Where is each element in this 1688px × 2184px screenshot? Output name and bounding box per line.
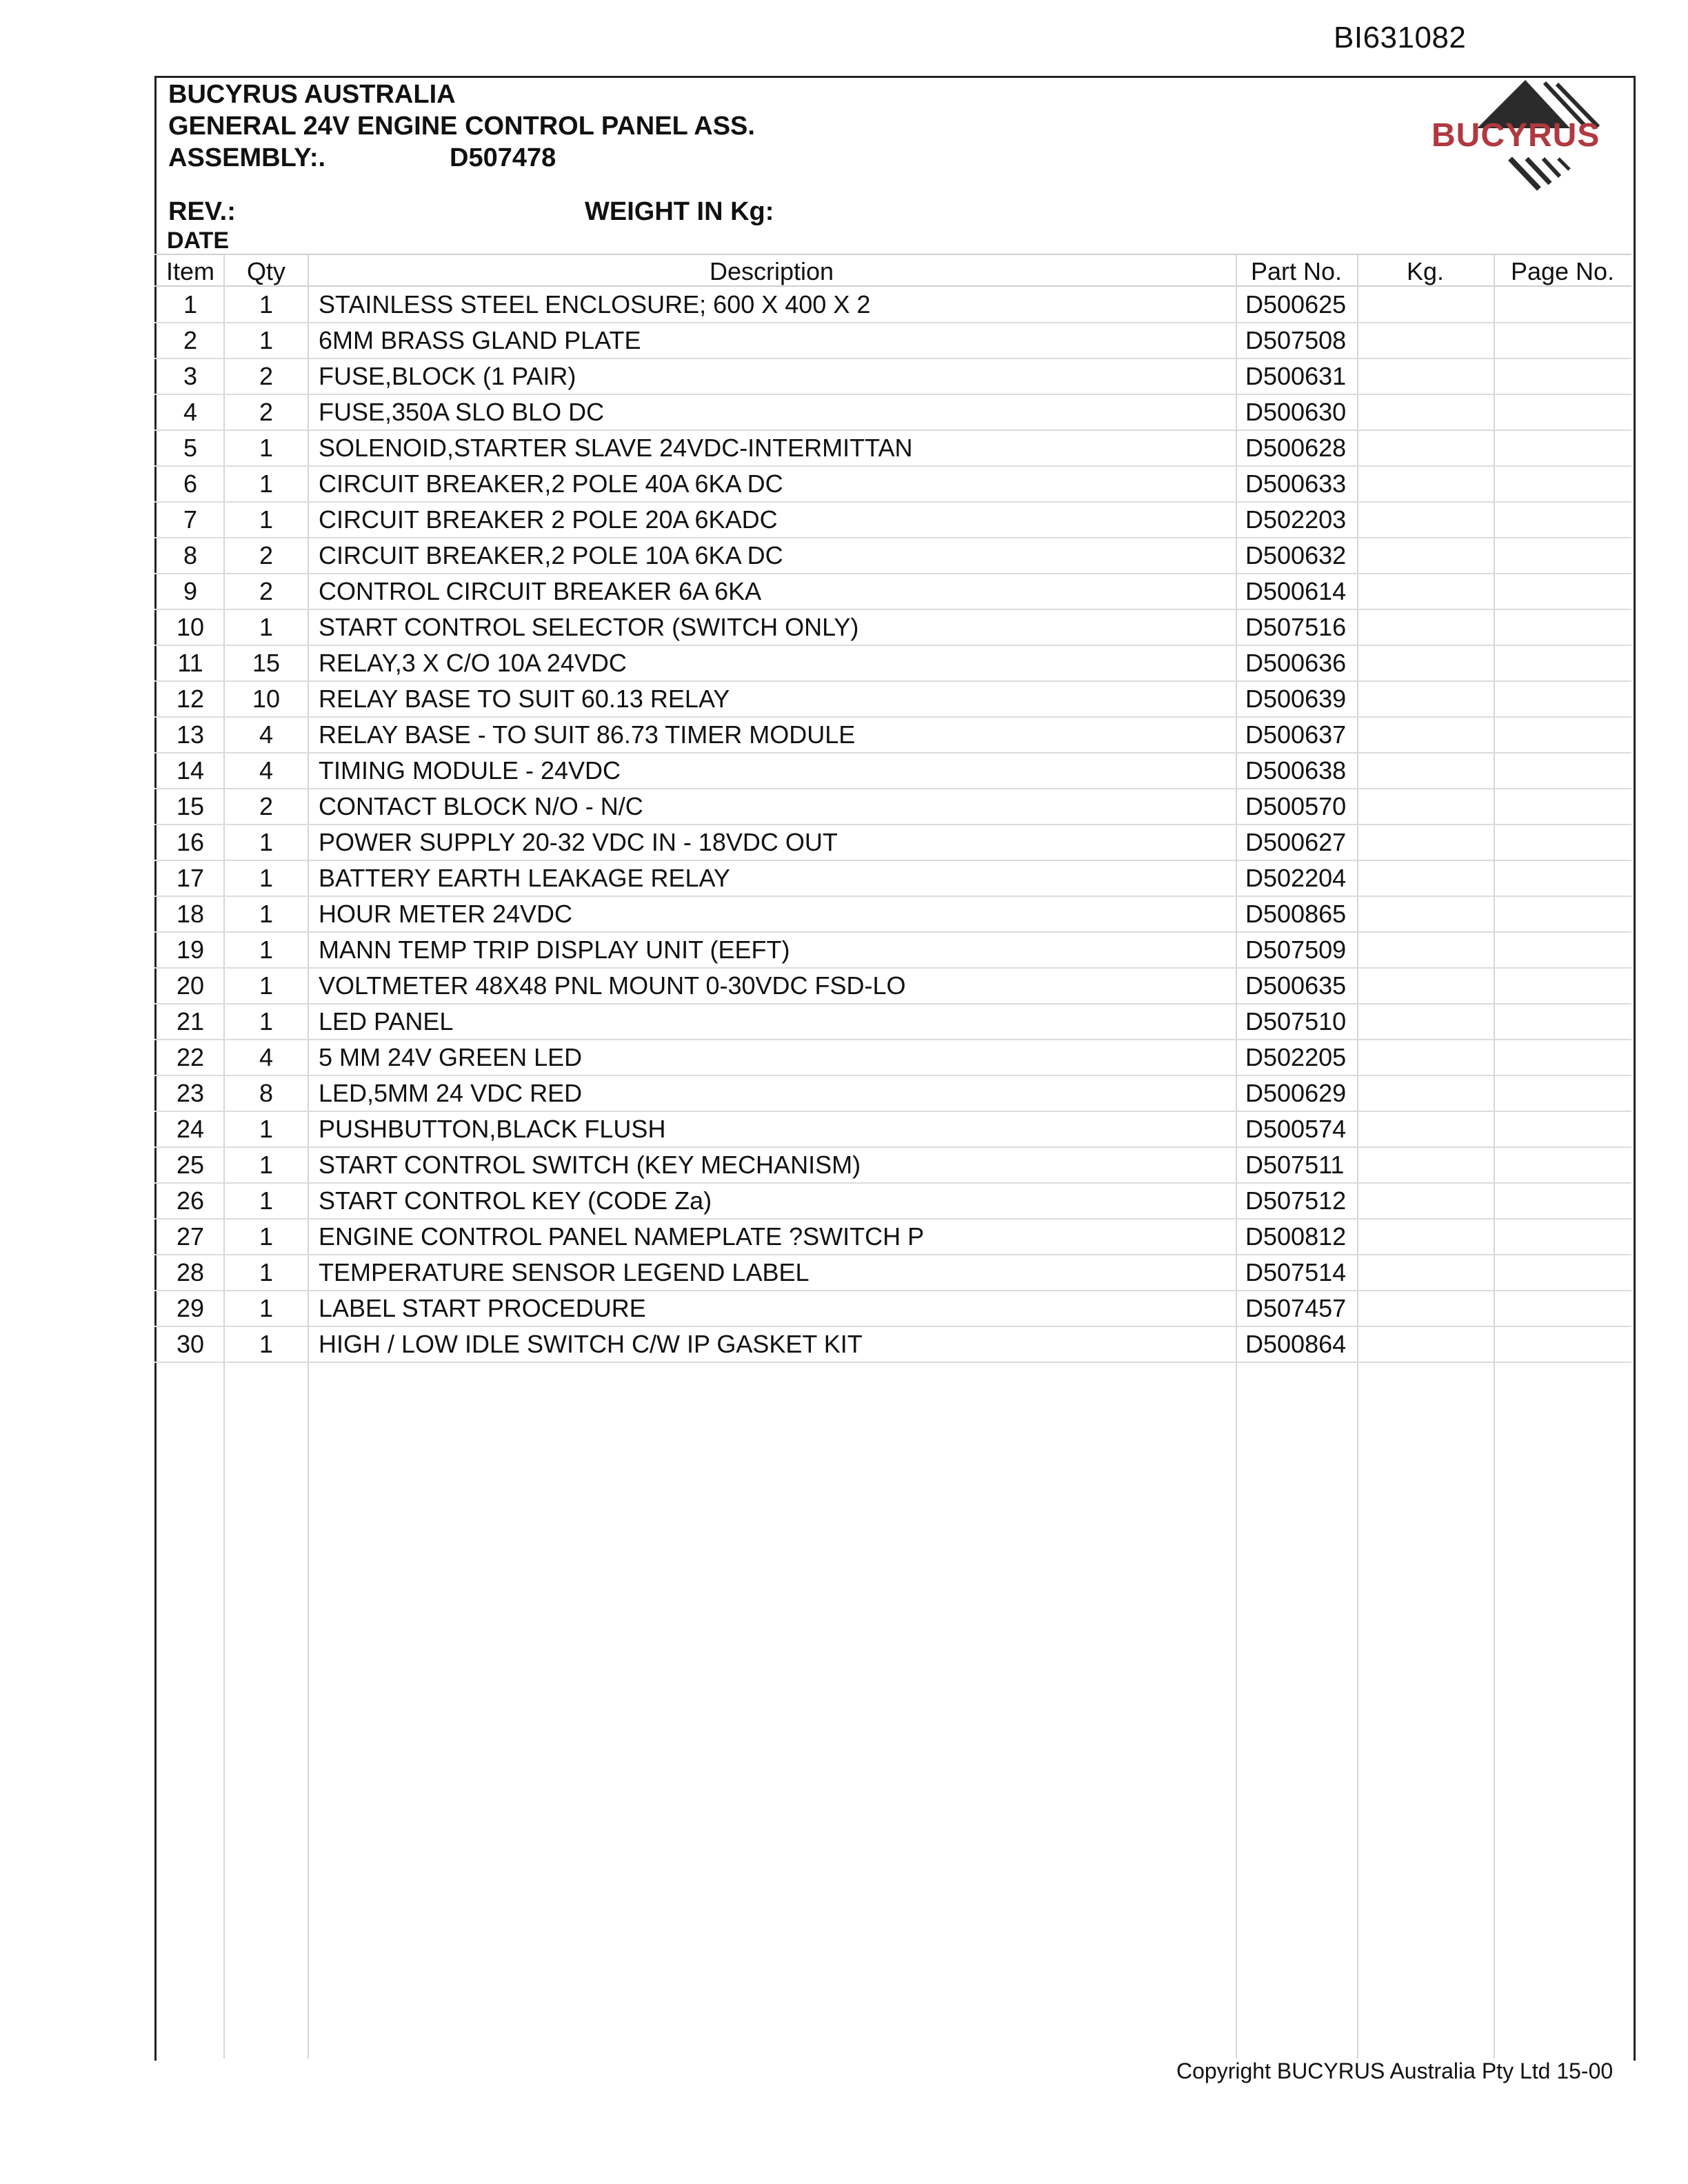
table-cell-qty: 1 (259, 1294, 274, 1322)
table-cell-qty: 2 (259, 362, 274, 390)
table-cell-part-no: D507511 (1245, 1151, 1345, 1179)
table-cell-item: 25 (176, 1151, 205, 1179)
table-cell-description: RELAY BASE TO SUIT 60.13 RELAY (319, 685, 730, 713)
table-cell-description: MANN TEMP TRIP DISPLAY UNIT (EEFT) (319, 936, 790, 964)
table-cell-description: BATTERY EARTH LEAKAGE RELAY (319, 864, 730, 892)
table-cell-description: START CONTROL KEY (CODE Za) (319, 1186, 712, 1215)
table-cell-part-no: D500812 (1245, 1222, 1347, 1251)
table-cell-description: CIRCUIT BREAKER 2 POLE 20A 6KADC (319, 505, 778, 534)
table-cell-part-no: D500639 (1245, 685, 1347, 713)
bucyrus-logo (1429, 74, 1629, 199)
table-cell-item: 3 (183, 362, 198, 390)
table-cell-part-no: D507514 (1245, 1258, 1347, 1286)
table-cell-part-no: D500864 (1245, 1330, 1347, 1358)
table-cell-item: 8 (183, 541, 198, 569)
table-cell-part-no: D500614 (1245, 577, 1347, 605)
table-cell-part-no: D500630 (1245, 398, 1347, 426)
table-cell-part-no: D507508 (1245, 326, 1347, 354)
table-cell-description: CONTROL CIRCUIT BREAKER 6A 6KA (319, 577, 762, 605)
table-cell-item: 27 (176, 1222, 205, 1251)
table-cell-description: CONTACT BLOCK N/O - N/C (319, 792, 643, 820)
table-cell-part-no: D500629 (1245, 1079, 1347, 1107)
copyright-footer: Copyright BUCYRUS Australia Pty Ltd 15-00 (1176, 2059, 1614, 2083)
table-cell-description: PUSHBUTTON,BLACK FLUSH (319, 1115, 666, 1143)
table-cell-item: 17 (176, 864, 205, 892)
assembly-number: D507478 (450, 143, 556, 172)
table-cell-item: 29 (176, 1294, 205, 1322)
table-cell-description: RELAY BASE - TO SUIT 86.73 TIMER MODULE (319, 720, 856, 749)
table-cell-item: 2 (183, 326, 198, 354)
table-cell-description: TEMPERATURE SENSOR LEGEND LABEL (319, 1258, 810, 1286)
table-cell-description: LED PANEL (319, 1007, 454, 1035)
table-cell-qty: 4 (259, 1043, 274, 1071)
table-cell-part-no: D500865 (1245, 900, 1347, 928)
table-cell-qty: 1 (259, 1222, 274, 1251)
table-cell-description: HOUR METER 24VDC (319, 900, 573, 928)
table-cell-item: 19 (176, 936, 205, 964)
table-cell-qty: 1 (259, 1007, 274, 1035)
table-cell-description: START CONTROL SELECTOR (SWITCH ONLY) (319, 613, 859, 641)
logo-text: BUCYRUS (1431, 117, 1600, 154)
table-cell-description: LABEL START PROCEDURE (319, 1294, 646, 1322)
table-cell-qty: 1 (259, 469, 274, 498)
table-cell-qty: 8 (259, 1079, 274, 1107)
table-cell-part-no: D500570 (1245, 792, 1347, 820)
table-cell-qty: 1 (259, 434, 274, 462)
table-cell-part-no: D500636 (1245, 649, 1347, 677)
table-cell-part-no: D502204 (1245, 864, 1347, 892)
col-divider-kg (1494, 255, 1495, 2059)
table-cell-item: 14 (176, 756, 205, 785)
table-cell-part-no: D507516 (1245, 613, 1347, 641)
table-cell-item: 12 (176, 685, 205, 713)
table-cell-item: 24 (176, 1115, 205, 1143)
table-cell-qty: 10 (252, 685, 281, 713)
table-cell-part-no: D500637 (1245, 720, 1347, 749)
table-cell-description: RELAY,3 X C/O 10A 24VDC (319, 649, 627, 677)
company-name: BUCYRUS AUSTRALIA (168, 80, 456, 109)
table-cell-item: 4 (183, 398, 198, 426)
table-cell-description: 6MM BRASS GLAND PLATE (319, 326, 641, 354)
table-cell-part-no: D502205 (1245, 1043, 1347, 1071)
assembly-title: GENERAL 24V ENGINE CONTROL PANEL ASS. (168, 112, 755, 141)
rev-label: REV.: (168, 197, 236, 226)
table-cell-part-no: D500625 (1245, 290, 1347, 318)
table-row-line (154, 1362, 1631, 1363)
header-separator (154, 254, 1631, 255)
table-cell-part-no: D507512 (1245, 1186, 1347, 1215)
table-cell-qty: 15 (252, 649, 281, 677)
table-cell-qty: 1 (259, 1330, 274, 1358)
table-cell-qty: 1 (259, 828, 274, 856)
table-cell-item: 7 (183, 505, 198, 534)
table-cell-description: ENGINE CONTROL PANEL NAMEPLATE ?SWITCH P (319, 1222, 925, 1251)
col-divider-desc (1236, 255, 1237, 2059)
table-cell-qty: 1 (259, 613, 274, 641)
table-cell-qty: 1 (259, 1258, 274, 1286)
col-divider-part (1357, 255, 1358, 2059)
table-cell-item: 15 (176, 792, 205, 820)
table-cell-item: 10 (176, 613, 205, 641)
table-cell-part-no: D502203 (1245, 505, 1347, 534)
table-cell-qty: 2 (259, 792, 274, 820)
table-cell-part-no: D500631 (1245, 362, 1347, 390)
table-cell-description: 5 MM 24V GREEN LED (319, 1043, 583, 1071)
table-cell-qty: 2 (259, 398, 274, 426)
table-cell-qty: 1 (259, 864, 274, 892)
weight-label: WEIGHT IN Kg: (585, 197, 774, 226)
table-cell-item: 16 (176, 828, 205, 856)
column-header-part-no: Part No. (1250, 257, 1343, 285)
table-cell-description: LED,5MM 24 VDC RED (319, 1079, 583, 1107)
column-header-item: Item (165, 257, 214, 285)
table-cell-description: POWER SUPPLY 20-32 VDC IN - 18VDC OUT (319, 828, 838, 856)
table-cell-qty: 2 (259, 541, 274, 569)
table-cell-item: 22 (176, 1043, 205, 1071)
table-cell-description: STAINLESS STEEL ENCLOSURE; 600 X 400 X 2 (319, 290, 871, 318)
table-cell-part-no: D500574 (1245, 1115, 1347, 1143)
assembly-label: ASSEMBLY:. (168, 143, 326, 172)
date-label: DATE (167, 228, 230, 254)
table-cell-item: 26 (176, 1186, 205, 1215)
table-cell-item: 13 (176, 720, 205, 749)
table-cell-description: CIRCUIT BREAKER,2 POLE 10A 6KA DC (319, 541, 783, 569)
table-cell-part-no: D507509 (1245, 936, 1347, 964)
table-cell-part-no: D500628 (1245, 434, 1347, 462)
table-cell-description: START CONTROL SWITCH (KEY MECHANISM) (319, 1151, 861, 1179)
table-cell-item: 23 (176, 1079, 205, 1107)
table-cell-qty: 4 (259, 756, 274, 785)
table-cell-description: FUSE,BLOCK (1 PAIR) (319, 362, 576, 390)
table-cell-description: TIMING MODULE - 24VDC (319, 756, 621, 785)
table-cell-item: 5 (183, 434, 198, 462)
table-cell-item: 9 (183, 577, 198, 605)
table-cell-part-no: D500627 (1245, 828, 1347, 856)
table-cell-qty: 1 (259, 936, 274, 964)
table-cell-part-no: D507510 (1245, 1007, 1347, 1035)
table-cell-part-no: D500632 (1245, 541, 1347, 569)
table-cell-description: HIGH / LOW IDLE SWITCH C/W IP GASKET KIT (319, 1330, 863, 1358)
table-cell-item: 28 (176, 1258, 205, 1286)
table-cell-part-no: D507457 (1245, 1294, 1347, 1322)
document-number: BI631082 (1334, 21, 1467, 54)
column-header-description: Description (709, 257, 834, 285)
column-header-qty: Qty (246, 257, 285, 285)
table-cell-item: 20 (176, 971, 205, 1000)
table-cell-item: 18 (176, 900, 205, 928)
table-cell-part-no: D500638 (1245, 756, 1347, 785)
table-cell-qty: 1 (259, 290, 274, 318)
table-cell-qty: 1 (259, 326, 274, 354)
table-cell-qty: 1 (259, 1186, 274, 1215)
table-cell-qty: 4 (259, 720, 274, 749)
table-cell-item: 21 (176, 1007, 205, 1035)
table-cell-part-no: D500635 (1245, 971, 1347, 1000)
table-cell-item: 11 (177, 649, 203, 677)
table-cell-qty: 1 (259, 505, 274, 534)
table-cell-qty: 1 (259, 971, 274, 1000)
table-cell-description: VOLTMETER 48X48 PNL MOUNT 0-30VDC FSD-LO (319, 971, 906, 1000)
table-cell-qty: 1 (259, 1115, 274, 1143)
table-cell-item: 6 (183, 469, 198, 498)
table-cell-qty: 2 (259, 577, 274, 605)
table-cell-part-no: D500633 (1245, 469, 1347, 498)
table-cell-item: 1 (183, 290, 198, 318)
table-cell-description: SOLENOID,STARTER SLAVE 24VDC-INTERMITTAN (319, 434, 913, 462)
table-cell-description: CIRCUIT BREAKER,2 POLE 40A 6KA DC (319, 469, 783, 498)
col-divider-qty (308, 255, 309, 2059)
table-cell-qty: 1 (259, 1151, 274, 1179)
column-header-page-no: Page No. (1510, 257, 1615, 285)
table-cell-qty: 1 (259, 900, 274, 928)
table-cell-description: FUSE,350A SLO BLO DC (319, 398, 605, 426)
column-header-kg: Kg. (1406, 257, 1445, 285)
table-cell-item: 30 (176, 1330, 205, 1358)
